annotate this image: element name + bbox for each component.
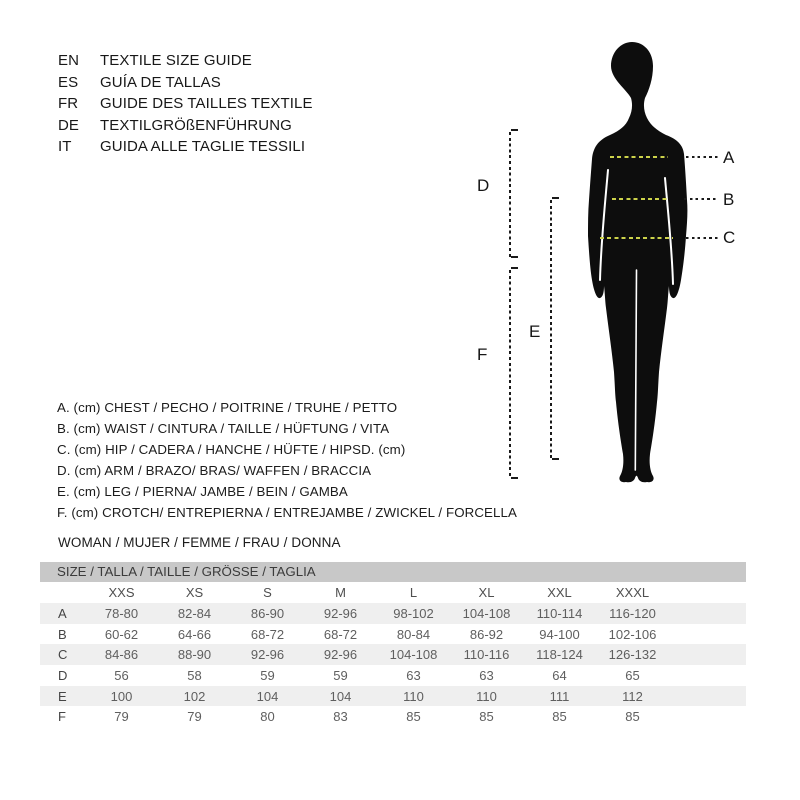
row-label: D (58, 667, 68, 683)
table-cell: 104 (256, 688, 279, 704)
size-col-header: XXL (547, 585, 572, 600)
table-cell: 59 (333, 667, 348, 683)
waist-pointer-line (684, 198, 718, 200)
table-cell: 85 (479, 709, 494, 725)
legend-waist: B. (cm) WAIST / CINTURA / TAILLE / HÜFTUNG / VITA (57, 421, 390, 437)
table-cell: 110-114 (536, 605, 583, 621)
table-cell: 85 (625, 709, 640, 725)
row-label: C (58, 647, 68, 663)
table-cell: 59 (260, 667, 275, 683)
table-cell: 63 (479, 667, 494, 683)
table-cell: 110-116 (463, 647, 510, 663)
table-cell: 102-106 (608, 626, 657, 642)
language-code: FR (58, 95, 79, 113)
row-label: B (58, 626, 67, 642)
table-cell: 111 (549, 688, 570, 704)
waist-marker-label: B (723, 190, 735, 209)
language-row (58, 136, 313, 158)
table-cell: 82-84 (177, 605, 212, 621)
woman-silhouette-image (588, 42, 692, 483)
language-code: ES (58, 73, 79, 91)
leg-bracket-top-tick (552, 197, 559, 199)
legend-leg: E. (cm) LEG / PIERNA/ JAMBE / BEIN / GAMBA (57, 484, 348, 500)
table-cell: 94-100 (539, 626, 580, 642)
arm-bracket-line (509, 132, 511, 257)
legend-crotch: F. (cm) CROTCH/ ENTREPIERNA / ENTREJAMBE / ZWICKEL / FORCELLA (57, 505, 517, 521)
size-col-header: XS (185, 585, 204, 600)
size-table-header-band: SIZE / TALLA / TAILLE / GRÖSSE / TAGLIA (40, 562, 746, 582)
hip-measure-line (600, 237, 673, 239)
size-table-sizes-row (40, 582, 746, 603)
table-cell: 100 (110, 688, 133, 704)
table-cell: 110 (476, 688, 497, 704)
arm-bracket-top-tick (511, 129, 518, 131)
language-code: IT (58, 138, 72, 156)
table-cell: 58 (187, 667, 202, 683)
row-label: E (58, 688, 67, 704)
legend-arm: D. (cm) ARM / BRAZO/ BRAS/ WAFFEN / BRACCIA (57, 463, 372, 479)
table-cell: 79 (187, 709, 202, 725)
table-cell: 64-66 (177, 626, 212, 642)
arm-bracket-bottom-tick (511, 256, 518, 258)
table-cell: 110 (403, 688, 424, 704)
language-row (58, 50, 313, 72)
guide-title: GUIDE DES TAILLES TEXTILE (100, 95, 313, 113)
table-cell: 98-102 (393, 605, 434, 621)
table-cell: 104-108 (389, 647, 438, 663)
table-row (40, 644, 746, 665)
language-row (58, 72, 313, 94)
size-col-header: XXS (108, 585, 135, 600)
chest-marker-label: A (723, 148, 735, 167)
hip-pointer-line (686, 237, 718, 239)
leg-bracket-bottom-tick (552, 458, 559, 460)
table-row (40, 686, 746, 707)
table-cell: 65 (625, 667, 640, 683)
table-cell: 83 (333, 709, 348, 725)
section-title-woman: WOMAN / MUJER / FEMME / FRAU / DONNA (58, 535, 341, 550)
table-cell: 68-72 (323, 626, 358, 642)
leg-marker-label: E (529, 322, 541, 341)
table-cell: 92-96 (323, 647, 358, 663)
table-cell: 85 (552, 709, 567, 725)
table-cell: 60-62 (104, 626, 139, 642)
table-cell: 64 (552, 667, 567, 683)
guide-title: TEXTILE SIZE GUIDE (100, 52, 252, 69)
size-table-body (40, 603, 746, 727)
leg-bracket-line (550, 200, 552, 458)
table-cell: 112 (622, 688, 643, 704)
table-cell: 86-92 (469, 626, 504, 642)
table-cell: 84-86 (104, 647, 139, 663)
table-row (40, 624, 746, 645)
size-col-header: XXXL (615, 585, 650, 600)
table-cell: 85 (406, 709, 421, 725)
language-code: DE (58, 116, 80, 134)
language-row (58, 115, 313, 137)
size-col-header: M (335, 585, 346, 600)
size-table (40, 562, 746, 727)
legend-hip: C. (cm) HIP / CADERA / HANCHE / HÜFTE / HIPSD. (cm) (57, 442, 406, 458)
table-row (40, 665, 746, 686)
hip-marker-label: C (723, 228, 736, 247)
table-cell: 118-124 (536, 647, 583, 663)
size-col-header: S (263, 585, 272, 600)
guide-title: GUÍA DE TALLAS (100, 73, 221, 91)
table-cell: 104-108 (462, 605, 511, 621)
table-cell: 86-90 (250, 605, 285, 621)
size-col-header: L (409, 585, 418, 600)
crotch-bracket-top-tick (511, 267, 518, 269)
table-cell: 88-90 (177, 647, 212, 663)
table-cell: 126-132 (608, 647, 657, 663)
table-row (40, 603, 746, 624)
chest-measure-line (610, 156, 668, 158)
arm-marker-label: D (477, 176, 490, 195)
table-cell: 80 (260, 709, 275, 725)
table-cell: 56 (114, 667, 129, 683)
table-cell: 102 (183, 688, 206, 704)
table-cell: 104 (329, 688, 352, 704)
size-col-header: XL (478, 585, 495, 600)
waist-measure-line (612, 198, 669, 200)
table-row (40, 706, 746, 727)
guide-title: GUIDA ALLE TAGLIE TESSILI (100, 138, 306, 156)
table-cell: 116-120 (609, 605, 656, 621)
table-cell: 78-80 (104, 605, 139, 621)
row-label: A (58, 605, 67, 621)
legend-chest: A. (cm) CHEST / PECHO / POITRINE / TRUHE / PETTO (57, 400, 398, 415)
language-title-list (58, 50, 313, 158)
table-cell: 92-96 (250, 647, 285, 663)
language-code: EN (58, 52, 80, 69)
chest-pointer-line (686, 156, 718, 158)
table-cell: 80-84 (396, 626, 431, 642)
crotch-marker-label: F (477, 345, 488, 364)
language-row (58, 93, 313, 115)
table-cell: 63 (406, 667, 421, 683)
row-label: F (58, 709, 66, 725)
guide-title: TEXTILGRÖßENFÜHRUNG (100, 116, 292, 134)
table-cell: 92-96 (323, 605, 358, 621)
table-cell: 79 (114, 709, 129, 725)
measurement-legend (57, 397, 517, 524)
table-cell: 68-72 (250, 626, 285, 642)
